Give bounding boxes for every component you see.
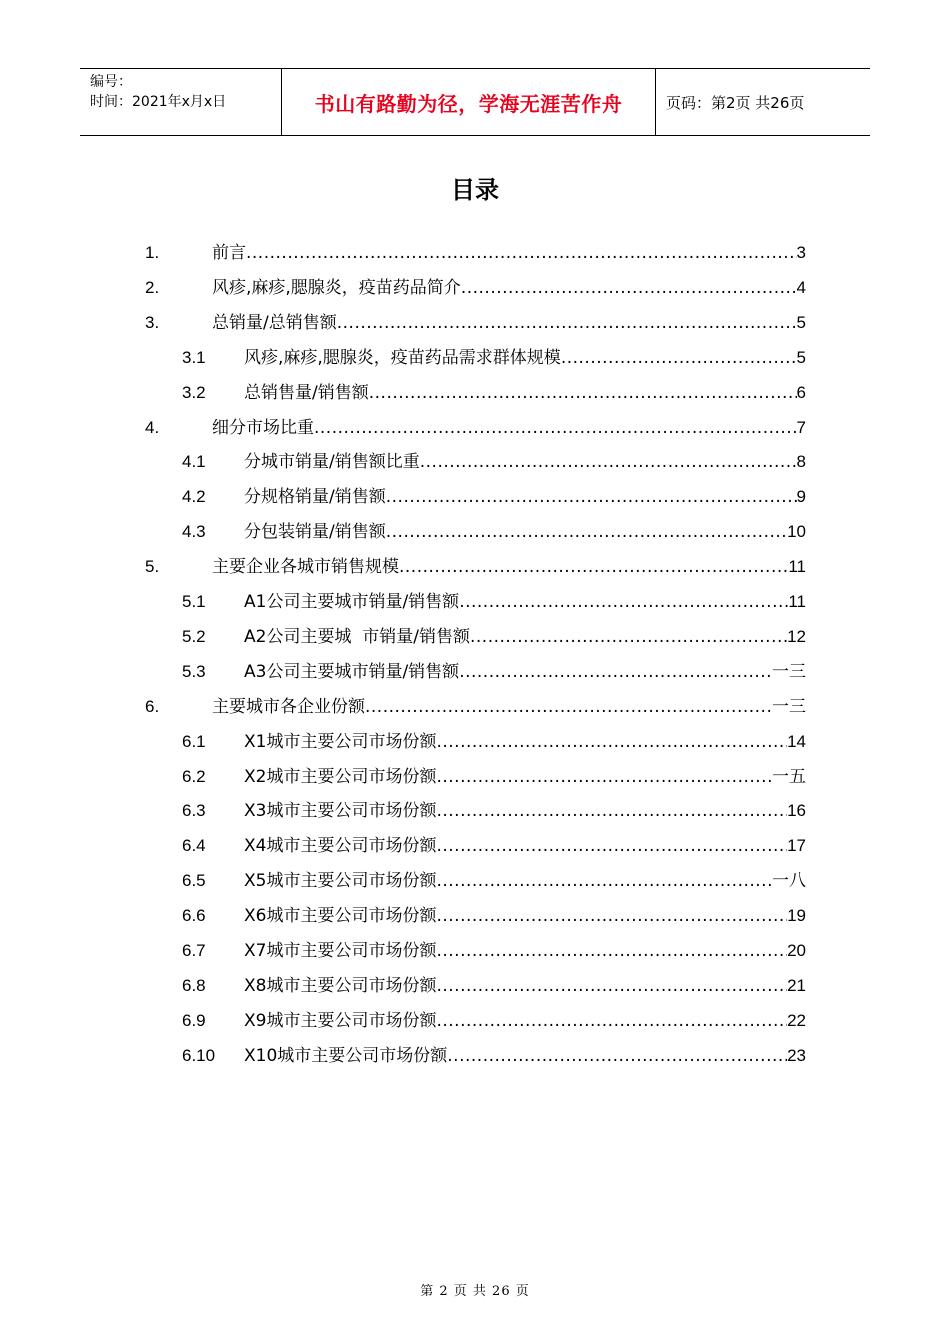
toc-entry-title: X9城市主要公司市场份额 <box>244 1010 437 1031</box>
toc-leader-dots <box>470 622 787 652</box>
toc-leader-dots <box>386 517 787 547</box>
toc-page-number: 6 <box>796 382 806 402</box>
toc-page-number: 5 <box>796 312 806 332</box>
page-header <box>80 68 870 136</box>
toc-entry-title: 前言 <box>212 243 246 263</box>
toc-row[interactable] <box>0 1041 950 1071</box>
toc-leader-dots <box>447 1041 787 1071</box>
toc-page-number: 一八 <box>772 871 806 891</box>
toc-entry <box>212 308 806 338</box>
toc-number: 4.3 <box>182 522 206 542</box>
toc-leader-dots <box>436 901 787 931</box>
toc-entry-title: 分城市销量/销售额比重 <box>244 452 420 473</box>
toc-row[interactable] <box>0 692 950 722</box>
toc-row[interactable] <box>0 308 950 338</box>
toc-entry <box>244 587 806 617</box>
toc-leader-dots <box>436 796 787 826</box>
toc-entry <box>244 343 806 373</box>
toc-page-number: 23 <box>787 1045 806 1065</box>
toc-leader-dots <box>436 971 787 1001</box>
toc-number: 3.1 <box>182 347 206 367</box>
toc-entry-title: X8城市主要公司市场份额 <box>244 975 437 996</box>
toc-page-number: 一五 <box>772 766 806 786</box>
toc-row[interactable] <box>0 273 950 303</box>
toc-number: 4.2 <box>182 487 206 507</box>
toc-number: 5.1 <box>182 592 206 611</box>
toc-row[interactable] <box>0 762 950 792</box>
toc-entry-title: X3城市主要公司市场份额 <box>244 801 437 822</box>
toc-leader-dots <box>386 482 797 512</box>
toc-entry-title: 细分市场比重 <box>212 417 314 438</box>
toc-entry <box>244 622 806 652</box>
toc-row[interactable] <box>0 482 950 512</box>
toc-row[interactable] <box>0 552 950 582</box>
toc-entry <box>244 727 806 757</box>
toc-entry <box>244 831 806 861</box>
toc-entry-title: 主要城市各企业份额 <box>212 696 365 717</box>
toc-entry-title: X1城市主要公司市场份额 <box>244 731 437 752</box>
toc-page-number: 4 <box>796 277 806 297</box>
toc-entry-title: 总销量/总销售额 <box>212 312 337 333</box>
header-page-info: 页码：第2页 共26页 <box>666 93 805 112</box>
toc-page-number: 12 <box>787 626 806 646</box>
toc-number: 5.2 <box>182 626 206 646</box>
toc-entry-title: 主要企业各城市销售规模 <box>212 557 399 578</box>
toc-entry-title: X7城市主要公司市场份额 <box>244 941 437 961</box>
toc-leader-dots <box>459 657 772 687</box>
toc-entry-title: 风疹,麻疹,腮腺炎，疫苗药品简介 <box>212 277 461 298</box>
toc-row[interactable] <box>0 901 950 931</box>
toc-title: 目录 <box>451 175 499 204</box>
toc-number: 5.3 <box>182 661 206 681</box>
toc-row[interactable] <box>0 866 950 896</box>
toc-number: 4.1 <box>182 452 206 472</box>
toc-leader-dots <box>436 727 787 757</box>
toc-entry-title: 总销售量/销售额 <box>244 382 369 403</box>
toc-leader-dots <box>561 343 797 373</box>
toc-page-number: 20 <box>787 941 806 960</box>
toc-page-number: 11 <box>788 557 806 577</box>
toc-number: 5. <box>145 557 160 577</box>
toc-entry-title: X2城市主要公司市场份额 <box>244 766 437 787</box>
toc-page-number: 8 <box>796 452 806 472</box>
toc-leader-dots <box>337 308 797 338</box>
header-meta <box>80 69 282 135</box>
toc-number: 3. <box>145 312 160 332</box>
toc-entry-title: A1公司主要城市销量/销售额 <box>244 592 460 612</box>
toc-leader-dots <box>459 587 788 617</box>
toc-page-number: 一三 <box>772 661 806 681</box>
toc-entry <box>244 482 806 512</box>
toc-entry <box>244 1006 806 1036</box>
toc-leader-dots <box>436 831 787 861</box>
toc-number: 6.6 <box>182 906 206 926</box>
toc-entry-title: X6城市主要公司市场份额 <box>244 906 437 927</box>
toc-row[interactable] <box>0 238 950 268</box>
toc-row[interactable] <box>0 1006 950 1036</box>
toc-row[interactable] <box>0 971 950 1001</box>
toc-row[interactable] <box>0 796 950 826</box>
toc-page-number: 14 <box>787 731 806 751</box>
toc-row[interactable] <box>0 343 950 373</box>
toc-row[interactable] <box>0 378 950 408</box>
toc-number: 6. <box>145 696 160 716</box>
toc-number: 2. <box>145 277 160 297</box>
toc-number: 6.4 <box>182 836 206 856</box>
toc-leader-dots <box>369 378 797 408</box>
toc-leader-dots <box>436 866 772 896</box>
toc-row[interactable] <box>0 447 950 477</box>
toc-page-number: 17 <box>787 836 806 856</box>
toc-leader-dots <box>399 552 788 582</box>
toc-number: 1. <box>145 243 160 262</box>
code-label: 编号： <box>90 74 132 90</box>
toc-number: 4. <box>145 417 160 437</box>
toc-entry <box>244 657 806 687</box>
toc-leader-dots <box>420 447 797 477</box>
toc-page-number: 21 <box>787 975 806 995</box>
toc-page-number: 19 <box>787 906 806 926</box>
toc-number: 6.1 <box>182 731 206 751</box>
toc-number: 6.2 <box>182 766 206 786</box>
toc-page-number: 22 <box>787 1010 806 1030</box>
toc-entry-title: A3公司主要城市销量/销售额 <box>244 661 460 682</box>
toc-row[interactable] <box>0 831 950 861</box>
toc-entry <box>244 517 806 547</box>
toc-entry <box>212 273 806 303</box>
toc-number: 6.5 <box>182 871 206 891</box>
toc-entry <box>244 1041 806 1071</box>
toc-entry <box>244 762 806 792</box>
toc-page-number: 7 <box>796 417 806 437</box>
time-label: 时间：2021年x月x日 <box>90 94 227 110</box>
toc-entry-title: X10城市主要公司市场份额 <box>244 1045 448 1066</box>
toc-page-number: 5 <box>796 347 806 367</box>
toc-leader-dots <box>365 692 772 722</box>
toc-entry-title: X4城市主要公司市场份额 <box>244 836 437 857</box>
toc-entry <box>244 936 806 966</box>
toc-leader-dots <box>436 936 787 966</box>
toc-leader-dots <box>436 1006 787 1036</box>
toc-page-number: 11 <box>788 592 806 611</box>
toc-page-number: 3 <box>796 243 806 262</box>
toc-entry <box>244 796 806 826</box>
toc-entry <box>212 413 806 443</box>
toc-page-number: 一三 <box>772 696 806 716</box>
toc-entry <box>244 866 806 896</box>
toc-entry <box>244 971 806 1001</box>
toc-number: 6.3 <box>182 801 206 821</box>
toc-row[interactable] <box>0 622 950 652</box>
toc-entry-title: A2公司主要城 市销量/销售额 <box>244 626 470 647</box>
toc-leader-dots <box>461 273 797 303</box>
page-footer: 第 2 页 共 26 页 <box>420 1284 530 1299</box>
toc-entry-title: 风疹,麻疹,腮腺炎，疫苗药品需求群体规模 <box>244 347 561 368</box>
toc-entry <box>244 447 806 477</box>
toc-number: 6.8 <box>182 975 206 995</box>
toc-entry <box>244 901 806 931</box>
toc-leader-dots <box>436 762 772 792</box>
toc-page-number: 16 <box>787 801 806 821</box>
toc-row[interactable] <box>0 413 950 443</box>
toc-page-number: 9 <box>796 487 806 507</box>
toc-number: 6.9 <box>182 1010 206 1030</box>
toc-page-number: 10 <box>787 522 806 542</box>
toc-entry-title: 分包装销量/销售额 <box>244 522 386 543</box>
toc-entry-title: X5城市主要公司市场份额 <box>244 871 437 892</box>
toc-row[interactable] <box>0 936 950 966</box>
toc-entry <box>212 552 806 582</box>
toc-row[interactable] <box>0 587 950 617</box>
header-motto: 书山有路勤为径，学海无涯苦作舟 <box>282 69 656 135</box>
toc-row[interactable] <box>0 517 950 547</box>
toc-row[interactable] <box>0 727 950 757</box>
toc-leader-dots <box>314 413 797 443</box>
toc-leader-dots <box>246 238 797 268</box>
toc-entry <box>244 378 806 408</box>
toc-entry <box>212 692 806 722</box>
toc-number: 6.10 <box>182 1045 216 1065</box>
toc-number: 3.2 <box>182 382 206 402</box>
toc-number: 6.7 <box>182 941 206 960</box>
toc-entry-title: 分规格销量/销售额 <box>244 487 386 508</box>
toc-entry <box>212 238 806 268</box>
toc-row[interactable] <box>0 657 950 687</box>
